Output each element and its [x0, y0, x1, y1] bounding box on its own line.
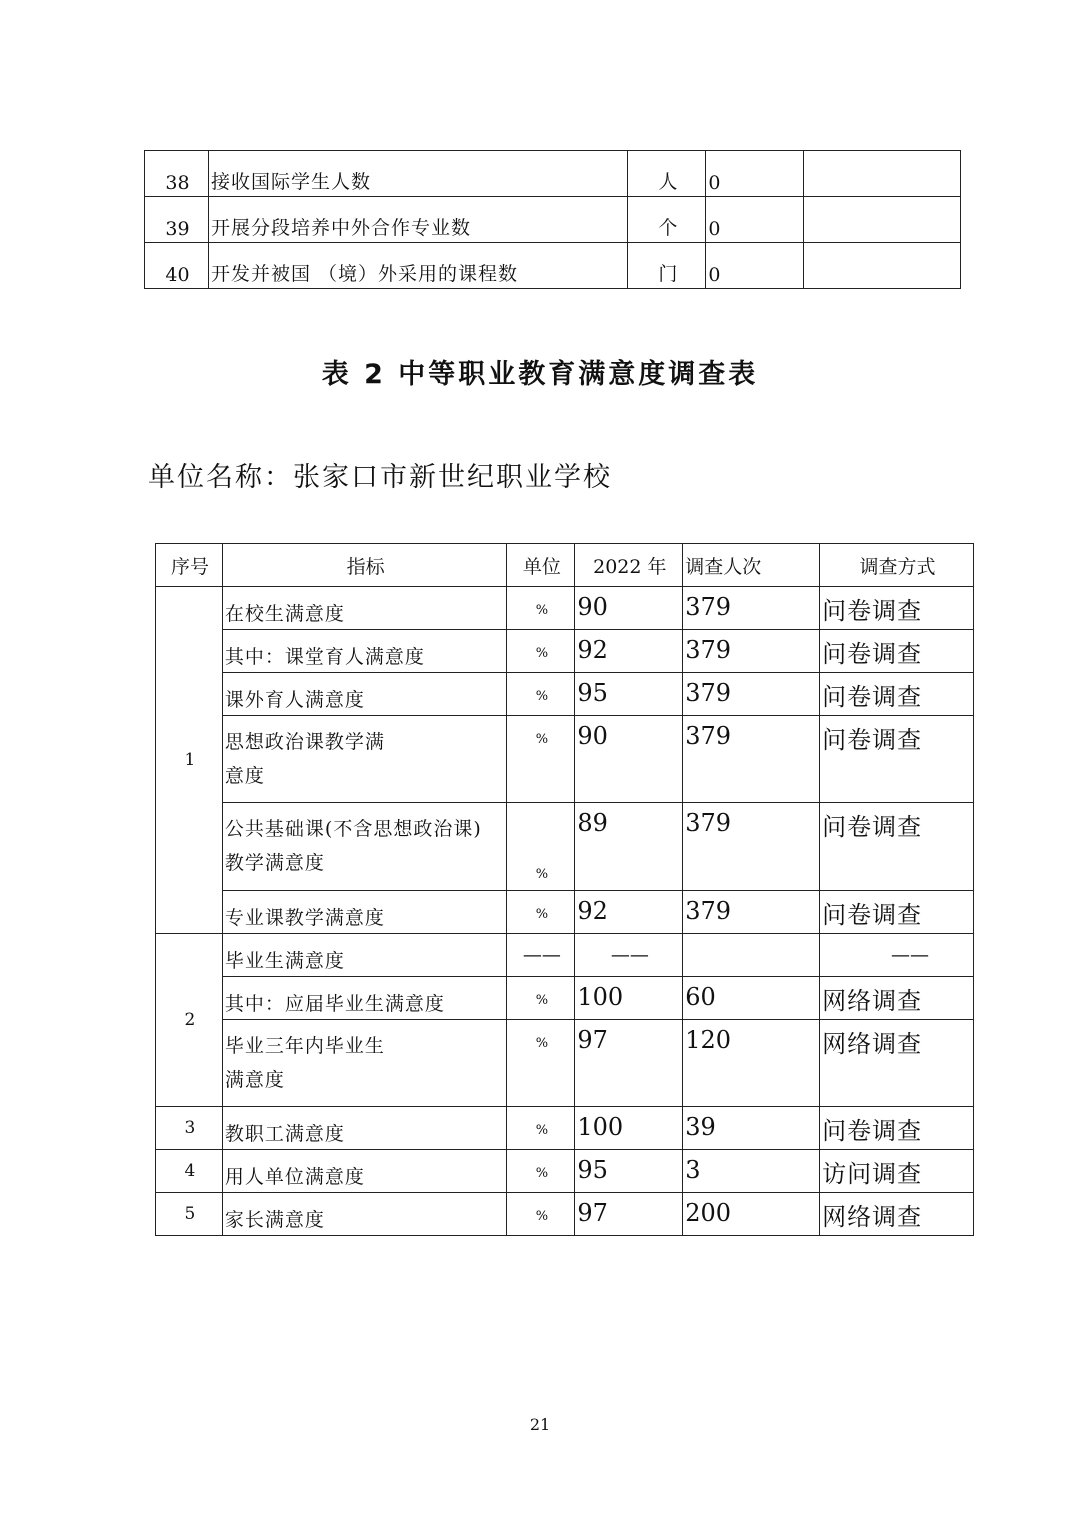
table-row	[156, 1020, 974, 1107]
indicator: 用人单位满意度	[222, 1150, 507, 1193]
indicator	[222, 803, 507, 891]
survey-method: 问卷调查	[820, 803, 974, 891]
indicator	[222, 1020, 507, 1107]
survey-method: 问卷调查	[820, 716, 974, 803]
survey-method: 问卷调查	[820, 673, 974, 716]
year-value: 92	[575, 891, 683, 934]
header-indicator: 指标	[222, 544, 507, 587]
table-row	[156, 716, 974, 803]
table-row	[156, 891, 974, 934]
unit: %	[507, 977, 575, 1020]
table-row	[156, 1150, 974, 1193]
indicator-line: 公共基础课(不含思想政治课)	[224, 818, 482, 840]
survey-count: 200	[683, 1193, 820, 1236]
survey-count: 379	[683, 587, 820, 630]
survey-count: 379	[683, 630, 820, 673]
indicator-name: 开展分段培养中外合作专业数	[208, 197, 627, 243]
year-value: 90	[575, 716, 683, 803]
header-row	[156, 544, 974, 587]
header-seq: 序号	[156, 544, 223, 587]
unit: ——	[507, 934, 575, 977]
survey-method: 网络调查	[820, 977, 974, 1020]
survey-count	[683, 934, 820, 977]
unit: %	[507, 587, 575, 630]
year-value: 89	[575, 803, 683, 891]
indicator: 其中：课堂育人满意度	[222, 630, 507, 673]
table-row	[156, 1107, 974, 1150]
empty-cell	[804, 151, 961, 197]
survey-count: 120	[683, 1020, 820, 1107]
page-number: 21	[529, 1415, 551, 1434]
table-row	[156, 977, 974, 1020]
header-count: 调查人次	[683, 544, 820, 587]
indicator-unit: 个	[628, 197, 706, 243]
survey-count: 39	[683, 1107, 820, 1150]
year-value: 95	[575, 1150, 683, 1193]
year-value: 100	[575, 1107, 683, 1150]
indicator	[222, 716, 507, 803]
header-method: 调查方式	[820, 544, 974, 587]
group-seq: 2	[156, 934, 223, 1107]
international-indicators-table	[144, 150, 961, 289]
unit: %	[507, 630, 575, 673]
indicator-value: 0	[706, 197, 804, 243]
empty-cell	[804, 243, 961, 289]
year-value: 90	[575, 587, 683, 630]
indicator-line: 毕业三年内毕业生	[224, 1035, 385, 1057]
indicator-line: 意度	[224, 765, 265, 787]
table-title: 表 2 中等职业教育满意度调查表	[321, 359, 759, 390]
indicator-unit: 门	[628, 243, 706, 289]
survey-method: 网络调查	[820, 1020, 974, 1107]
indicator: 其中：应届毕业生满意度	[222, 977, 507, 1020]
survey-count: 60	[683, 977, 820, 1020]
survey-method: 访问调查	[820, 1150, 974, 1193]
header-year: 2022 年	[575, 544, 683, 587]
survey-count: 379	[683, 716, 820, 803]
unit: %	[507, 1193, 575, 1236]
survey-method: 问卷调查	[820, 587, 974, 630]
survey-count: 379	[683, 803, 820, 891]
survey-method: 问卷调查	[820, 630, 974, 673]
group-seq: 3	[156, 1107, 223, 1150]
group-seq: 5	[156, 1193, 223, 1236]
year-value: 95	[575, 673, 683, 716]
indicator: 课外育人满意度	[222, 673, 507, 716]
survey-count: 3	[683, 1150, 820, 1193]
year-value: ——	[575, 934, 683, 977]
table-row	[156, 803, 974, 891]
empty-cell	[804, 197, 961, 243]
table-row	[145, 243, 961, 289]
table-row	[156, 630, 974, 673]
year-value: 97	[575, 1020, 683, 1107]
unit: %	[507, 673, 575, 716]
unit: %	[507, 1150, 575, 1193]
table-row	[156, 587, 974, 630]
indicator-name: 开发并被国 （境）外采用的课程数	[208, 243, 627, 289]
indicator-value: 0	[706, 151, 804, 197]
table-row	[156, 1193, 974, 1236]
year-value: 92	[575, 630, 683, 673]
indicator: 专业课教学满意度	[222, 891, 507, 934]
survey-method: 问卷调查	[820, 891, 974, 934]
unit: %	[507, 891, 575, 934]
year-value: 100	[575, 977, 683, 1020]
indicator: 在校生满意度	[222, 587, 507, 630]
unit: %	[507, 1020, 575, 1107]
year-value: 97	[575, 1193, 683, 1236]
indicator-value: 0	[706, 243, 804, 289]
survey-count: 379	[683, 673, 820, 716]
table-row	[156, 934, 974, 977]
row-number: 40	[145, 243, 209, 289]
unit: %	[507, 1107, 575, 1150]
survey-method: 网络调查	[820, 1193, 974, 1236]
survey-count: 379	[683, 891, 820, 934]
header-unit: 单位	[507, 544, 575, 587]
group-seq: 4	[156, 1150, 223, 1193]
survey-method: 问卷调查	[820, 1107, 974, 1150]
satisfaction-survey-table	[155, 543, 974, 1236]
indicator-name: 接收国际学生人数	[208, 151, 627, 197]
unit-name: 单位名称：张家口市新世纪职业学校	[148, 462, 612, 493]
table-row	[156, 673, 974, 716]
row-number: 39	[145, 197, 209, 243]
indicator-line: 教学满意度	[224, 852, 325, 874]
row-number: 38	[145, 151, 209, 197]
indicator-line: 思想政治课教学满	[224, 731, 385, 753]
unit: %	[507, 803, 575, 891]
group-seq: 1	[156, 587, 223, 934]
indicator: 家长满意度	[222, 1193, 507, 1236]
survey-method: ——	[820, 934, 974, 977]
table-row	[145, 197, 961, 243]
indicator: 毕业生满意度	[222, 934, 507, 977]
table-row	[145, 151, 961, 197]
indicator-unit: 人	[628, 151, 706, 197]
indicator: 教职工满意度	[222, 1107, 507, 1150]
indicator-line: 满意度	[224, 1069, 285, 1091]
unit: %	[507, 716, 575, 803]
